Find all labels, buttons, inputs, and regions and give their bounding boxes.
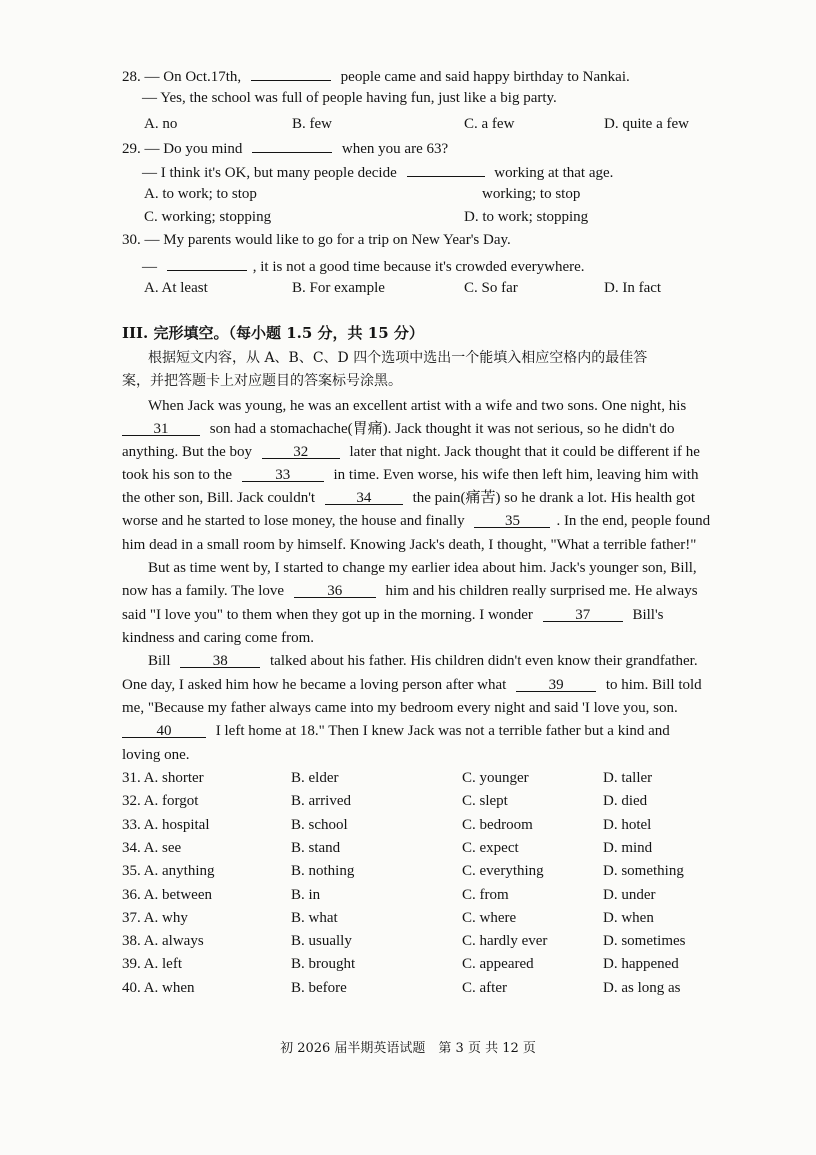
blank-number: 31 — [153, 421, 169, 437]
option-b: B. For example — [292, 280, 385, 296]
passage-line — [122, 465, 698, 485]
option-d: D. something — [603, 863, 684, 880]
answer-blank — [516, 675, 596, 692]
option-a: 36. A. between — [122, 886, 212, 903]
passage-line: loving one. — [122, 747, 190, 763]
option-a: A. At least — [144, 280, 208, 296]
passage-line — [122, 721, 670, 741]
question-text: , it is not a good time because it's crowded everywhere. — [252, 259, 585, 275]
answer-blank — [294, 581, 376, 598]
option-a: A. to work; to stop — [144, 186, 257, 202]
option-a: 37. A. why — [122, 909, 188, 926]
passage-line — [122, 581, 698, 601]
question-30-line1 — [122, 230, 511, 250]
question-text: — I think it's OK, but many people decide — [142, 165, 397, 181]
passage-line — [122, 605, 664, 625]
blank-number: 38 — [212, 653, 228, 669]
passage-text: talked about his father. His children didn't even know their grandfather. — [270, 653, 698, 669]
answer-blank — [262, 442, 340, 459]
blank-number: 35 — [504, 513, 520, 529]
blank-number: 33 — [275, 467, 291, 483]
option-b: B. before — [291, 979, 347, 996]
answer-blank — [543, 605, 623, 622]
question-text: working at that age. — [494, 165, 614, 181]
answer-blank — [325, 488, 403, 505]
passage-text: Bill's — [632, 607, 664, 623]
option-a: 34. A. see — [122, 839, 182, 856]
option-c: C. appeared — [462, 956, 534, 973]
option-d: D. died — [603, 793, 648, 810]
passage-text: the pain(痛苦) so he drank a lot. His health got — [412, 490, 696, 506]
passage-text: the other son, Bill. Jack couldn't — [122, 490, 316, 506]
question-number: 29. — [122, 141, 141, 157]
blank-number: 40 — [156, 723, 172, 739]
question-text: when you are 63? — [341, 141, 449, 157]
passage-text: took his son to the — [122, 467, 233, 483]
page-footer: 初 2026 届半期英语试题 第 3 页 共 12 页 — [280, 1041, 536, 1056]
question-text: — Do you mind — [144, 141, 243, 157]
answer-blank — [252, 136, 332, 153]
passage-text: son had a stomachache(胃痛). Jack thought it was not serious, so he didn't do — [209, 421, 675, 437]
option-b: B. elder — [291, 770, 339, 786]
option-b: B. arrived — [291, 793, 351, 810]
passage-line — [122, 488, 695, 508]
option-d: D. hotel — [603, 816, 652, 833]
question-29-line1 — [122, 136, 448, 159]
option-d: D. quite a few — [604, 116, 689, 132]
option-d: D. to work; stopping — [464, 209, 589, 225]
question-30-line2 — [142, 254, 585, 277]
blank-number: 34 — [356, 490, 372, 506]
passage-text: worse and he started to lose money, the house and finally — [122, 513, 465, 529]
option-a: 33. A. hospital — [122, 816, 210, 833]
option-d: D. under — [603, 886, 656, 903]
question-text: — On Oct.17th, — [144, 69, 242, 85]
option-c: C. a few — [464, 116, 515, 132]
passage-text: later that night. Jack thought that it could be different if he — [349, 444, 700, 460]
option-c: C. younger — [462, 770, 529, 786]
passage-line: But as time went by, I started to change my earlier idea about him. Jack's younger son, Bill, — [148, 560, 697, 576]
option-a: 31. A. shorter — [122, 770, 204, 786]
option-b: B. stand — [291, 839, 341, 856]
option-a: 38. A. always — [122, 933, 204, 950]
option-c: C. after — [462, 979, 507, 996]
passage-text: anything. But the boy — [122, 444, 252, 460]
option-b: B. school — [291, 816, 348, 833]
blank-number: 36 — [327, 583, 343, 599]
passage-text: I left home at 18." Then I knew Jack was not a terrible father but a kind and — [215, 723, 670, 739]
option-c: C. from — [462, 886, 509, 903]
option-b: B. usually — [291, 933, 352, 950]
blank-number: 37 — [575, 607, 591, 623]
answer-blank — [122, 721, 206, 738]
passage-line — [122, 675, 702, 695]
answer-blank — [407, 160, 485, 177]
passage-text: him and his children really surprised me. He always — [385, 583, 698, 599]
passage-line — [122, 511, 710, 531]
option-d: D. sometimes — [603, 933, 686, 950]
option-a: 40. A. when — [122, 979, 195, 996]
option-b: B. what — [291, 909, 338, 926]
question-28-line1 — [122, 64, 630, 87]
answer-blank — [242, 465, 324, 482]
answer-blank — [122, 419, 200, 436]
option-a: 35. A. anything — [122, 863, 215, 880]
option-c: C. where — [462, 909, 517, 926]
question-number: 30. — [122, 232, 141, 248]
passage-text: to him. Bill told — [605, 677, 702, 693]
question-number: 28. — [122, 69, 141, 85]
section-instruction: 根据短文内容，从 A、B、C、D 四个选项中选出一个能填入相应空格内的最佳答 — [148, 350, 648, 366]
passage-text: Bill — [148, 653, 171, 669]
answer-blank — [251, 64, 331, 81]
option-d: D. mind — [603, 839, 653, 856]
option-a: A. no — [144, 116, 178, 132]
option-c: C. working; stopping — [144, 209, 272, 225]
option-d: D. In fact — [604, 280, 662, 296]
option-d: D. when — [603, 909, 654, 926]
passage-text: in time. Even worse, his wife then left him, leaving him with — [333, 467, 699, 483]
option-b: B. brought — [291, 956, 356, 973]
option-b: B. nothing — [291, 863, 355, 880]
passage-text: said "I love you" to them when they got up in the morning. I wonder — [122, 607, 533, 623]
question-text: — — [142, 259, 157, 275]
option-a: 39. A. left — [122, 956, 182, 973]
passage-line: him dead in a small room by himself. Knowing Jack's death, I thought, "What a terrible father!" — [122, 537, 697, 553]
question-29-line2 — [142, 160, 613, 183]
passage-line — [122, 442, 700, 462]
option-d: D. taller — [603, 770, 653, 786]
option-d: D. as long as — [603, 979, 681, 996]
option-d: D. happened — [603, 956, 679, 973]
passage-text: One day, I asked him how he became a loving person after what — [122, 677, 507, 693]
option-c: C. bedroom — [462, 816, 533, 833]
option-b: B. in — [291, 886, 321, 903]
option-c: C. everything — [462, 863, 544, 880]
passage-text: now has a family. The love — [122, 583, 285, 599]
question-text: people came and said happy birthday to Nankai. — [340, 69, 630, 85]
blank-number: 39 — [548, 677, 564, 693]
option-c: C. So far — [464, 280, 518, 296]
question-28-line2: — Yes, the school was full of people having fun, just like a big party. — [142, 90, 557, 106]
option-c: C. hardly ever — [462, 933, 548, 950]
answer-blank — [167, 254, 247, 271]
option-b: B. few — [292, 116, 332, 132]
passage-text: . In the end, people found — [556, 513, 711, 529]
blank-number: 32 — [293, 444, 309, 460]
option-c: C. slept — [462, 793, 508, 810]
passage-line: When Jack was young, he was an excellent artist with a wife and two sons. One night, his — [148, 398, 687, 414]
option-b: working; to stop — [482, 186, 581, 202]
section-title: III. 完形填空。（每小题 1.5 分，共 15 分） — [122, 324, 424, 342]
answer-blank — [180, 651, 260, 668]
question-text: — My parents would like to go for a trip on New Year's Day. — [144, 232, 511, 248]
answer-blank — [474, 511, 550, 528]
option-c: C. expect — [462, 839, 519, 856]
option-a: 32. A. forgot — [122, 793, 199, 810]
passage-line — [122, 419, 674, 439]
passage-line: kindness and caring come from. — [122, 630, 315, 646]
section-instruction: 案，并把答题卡上对应题目的答案标号涂黑。 — [122, 373, 402, 389]
passage-line: me, "Because my father always came into my bedroom every night and said 'I love you, son. — [122, 700, 678, 716]
passage-line — [148, 651, 698, 671]
